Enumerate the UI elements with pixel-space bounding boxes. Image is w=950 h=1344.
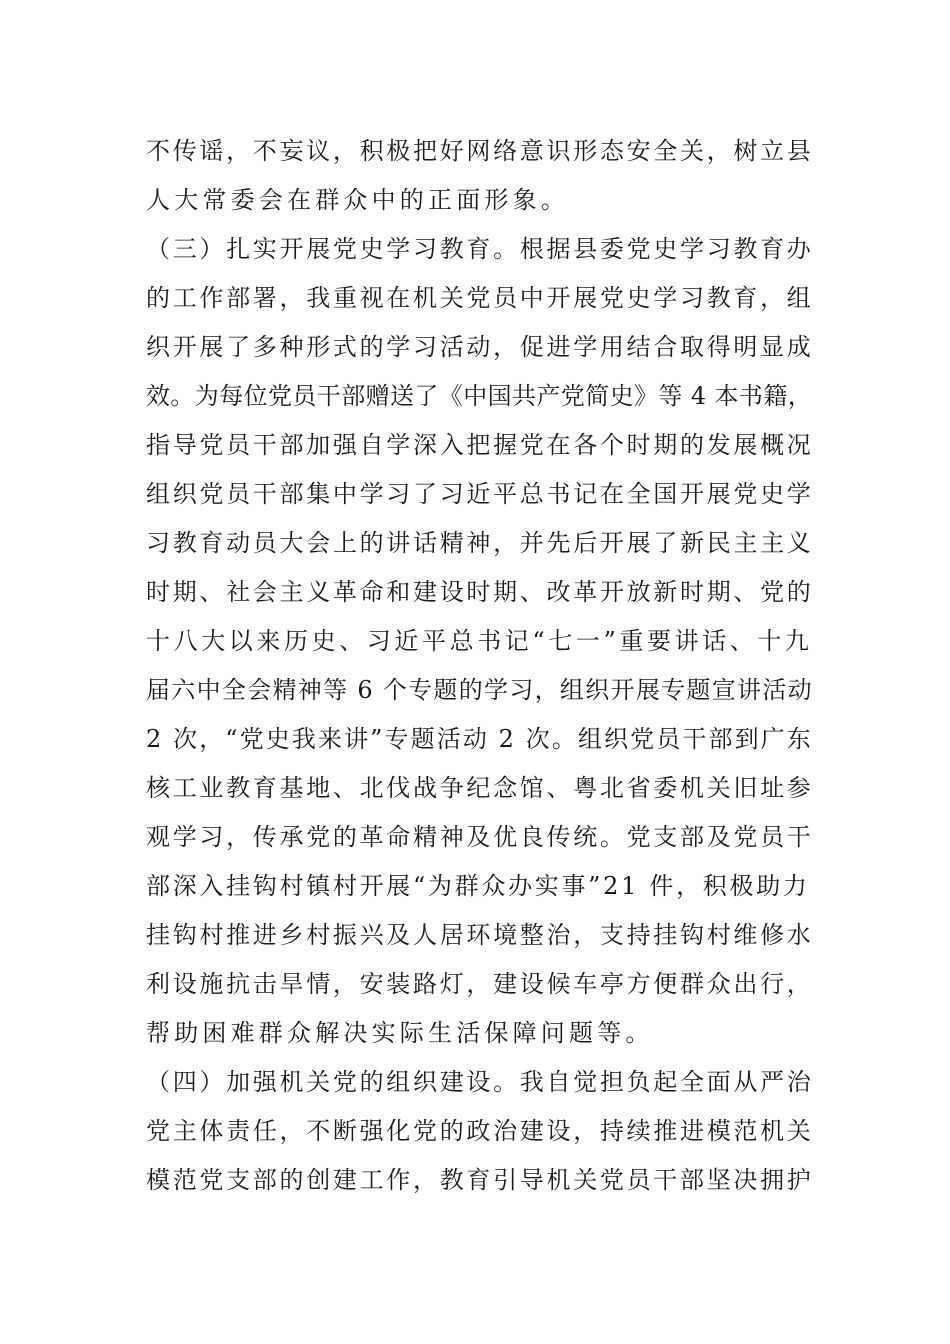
text-line-4: 的工作部署，我重视在机关党员中开展党史学习教育，组 [146, 284, 814, 312]
text-line-2: 人大常委会在群众中的正面形象。 [146, 186, 569, 214]
text-line-19: 帮助困难群众解决实际生活保障问题等。 [146, 1019, 654, 1047]
text-line-21: 党主体责任，不断强化党的政治建设，持续推进模范机关 [146, 1117, 814, 1145]
text-line-16: 部深入挂钩村镇村开展“为群众办实事”21 件，积极助力 [146, 872, 810, 900]
section-heading-3: （三）扎实开展党史学习教育。根据县委党史学习教育办 [146, 235, 814, 263]
text-line-14: 核工业教育基地、北伐战争纪念馆、粤北省委机关旧址参 [146, 774, 814, 802]
text-line-1: 不传谣，不妄议，积极把好网络意识形态安全关，树立县 [146, 137, 814, 165]
text-line-18: 利设施抗击旱情，安装路灯，建设候车亭方便群众出行， [146, 970, 814, 998]
text-line-15: 观学习，传承党的革命精神及优良传统。党支部及党员干 [146, 823, 814, 851]
text-line-13: 2 次，“党史我来讲”专题活动 2 次。组织党员干部到广东 [146, 725, 813, 753]
text-line-7: 指导党员干部加强自学深入把握党在各个时期的发展概况 [146, 431, 814, 459]
text-line-12: 届六中全会精神等 6 个专题的学习，组织开展专题宣讲活动 [146, 676, 813, 704]
text-line-11: 十八大以来历史、习近平总书记“七一”重要讲话、十九 [146, 627, 813, 655]
text-line-9: 习教育动员大会上的讲话精神，并先后开展了新民主主义 [146, 529, 814, 557]
section-heading-4: （四）加强机关党的组织建设。我自觉担负起全面从严治 [146, 1068, 814, 1096]
text-line-22: 模范党支部的创建工作，教育引导机关党员干部坚决拥护 [146, 1166, 814, 1194]
text-line-5: 织开展了多种形式的学习活动，促进学用结合取得明显成 [146, 333, 814, 361]
text-line-8: 组织党员干部集中学习了习近平总书记在全国开展党史学 [146, 480, 814, 508]
text-line-17: 挂钩村推进乡村振兴及人居环境整治，支持挂钩村维修水 [146, 921, 814, 949]
text-line-10: 时期、社会主义革命和建设时期、改革开放新时期、党的 [146, 578, 814, 606]
text-line-6: 效。为每位党员干部赠送了《中国共产党简史》等 4 本书籍， [146, 382, 813, 410]
